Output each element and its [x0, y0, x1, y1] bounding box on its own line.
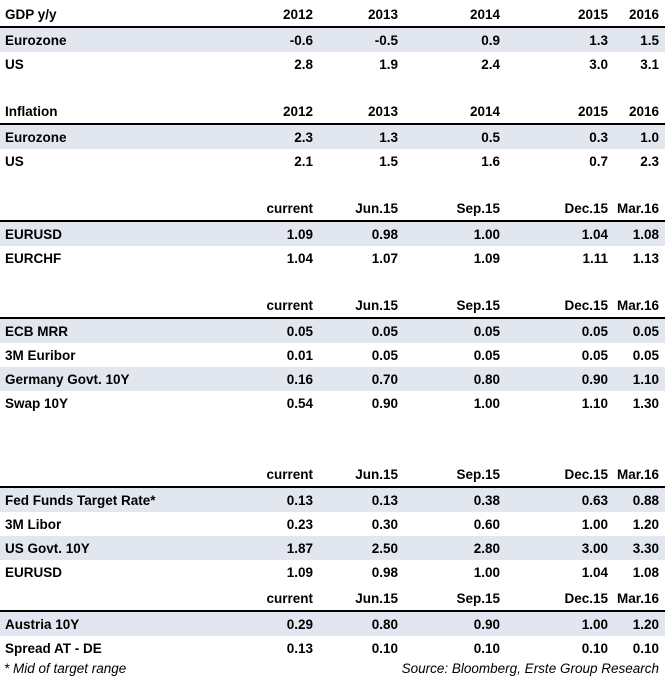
- table-cell: 1.3: [500, 27, 608, 52]
- table-cell: 1.00: [500, 611, 608, 636]
- table-cell: 0.05: [608, 318, 665, 343]
- table-cell: 0.05: [581, 347, 608, 363]
- column-header: Dec.15: [500, 586, 608, 611]
- table-cell: 0.05: [232, 318, 313, 343]
- table-cell: -0.6: [232, 27, 313, 52]
- table-cell: 0.3: [500, 124, 608, 149]
- table-header-row: [0, 293, 665, 318]
- table-cell: 1.20: [632, 516, 659, 532]
- column-header: 2012: [232, 2, 313, 27]
- table-cell: 0.05: [473, 347, 500, 363]
- table-header-row: [0, 586, 665, 611]
- table-cell: 1.5: [379, 153, 398, 169]
- table-row: [0, 149, 665, 173]
- column-header: 2016: [608, 99, 665, 124]
- table-cell: 1.87: [232, 536, 313, 560]
- table-cell: 1.30: [632, 395, 659, 411]
- table-cell: 3.00: [500, 536, 608, 560]
- column-header: 2016: [608, 2, 665, 27]
- table-cell: 0.88: [608, 487, 665, 512]
- table-cell: 0.30: [371, 516, 398, 532]
- table-row: [0, 391, 665, 415]
- row-label: Fed Funds Target Rate*: [0, 487, 232, 512]
- table-title: Inflation: [0, 99, 232, 124]
- table-cell: 0.90: [398, 611, 500, 636]
- table-cell: 0.90: [371, 395, 398, 411]
- table-row: [0, 636, 665, 660]
- table-row: [0, 124, 665, 149]
- column-header: 2014: [398, 99, 500, 124]
- row-label: 3M Libor: [5, 516, 62, 532]
- table-cell: 1.13: [632, 250, 659, 266]
- column-header: Sep.15: [398, 462, 500, 487]
- table-cell: 0.13: [313, 487, 398, 512]
- row-label: US: [5, 56, 24, 72]
- table-row: [0, 487, 665, 512]
- table-cell: 0.98: [313, 221, 398, 246]
- table-row: [0, 560, 665, 584]
- table-cell: 1.00: [473, 395, 500, 411]
- table-cell: 0.16: [232, 367, 313, 391]
- column-header: Mar.16: [608, 196, 665, 221]
- table-cell: 1.0: [608, 124, 665, 149]
- column-header: Dec.15: [500, 293, 608, 318]
- table-row: [0, 343, 665, 367]
- table-cell: 0.60: [473, 516, 500, 532]
- table-cell: 0.05: [371, 347, 398, 363]
- table-cell: 0.13: [286, 640, 313, 656]
- row-label: EURUSD: [0, 221, 232, 246]
- column-header: Mar.16: [608, 293, 665, 318]
- table-cell: 1.07: [371, 250, 398, 266]
- column-header: current: [232, 586, 313, 611]
- row-label: Germany Govt. 10Y: [0, 367, 232, 391]
- table-cell: 2.3: [640, 153, 659, 169]
- column-header: Sep.15: [398, 196, 500, 221]
- table-cell: 0.05: [500, 318, 608, 343]
- table-cell: 1.20: [608, 611, 665, 636]
- table-row: [0, 536, 665, 560]
- column-header: 2013: [313, 99, 398, 124]
- table-cell: 2.80: [398, 536, 500, 560]
- column-header: Sep.15: [398, 586, 500, 611]
- table-cell: 0.38: [398, 487, 500, 512]
- table-cell: 0.05: [632, 347, 659, 363]
- table-cell: 1.09: [286, 564, 313, 580]
- table-cell: 0.80: [313, 611, 398, 636]
- table-cell: 0.80: [398, 367, 500, 391]
- table-cell: 1.10: [581, 395, 608, 411]
- table-cell: 0.90: [500, 367, 608, 391]
- column-header: 2012: [232, 99, 313, 124]
- table-cell: 2.1: [294, 153, 313, 169]
- table-cell: 0.10: [581, 640, 608, 656]
- table-row: [0, 52, 665, 76]
- table-title: [0, 462, 232, 487]
- table-cell: 0.7: [589, 153, 608, 169]
- table-row: [0, 246, 665, 270]
- table-cell: 0.63: [500, 487, 608, 512]
- column-header: Jun.15: [313, 196, 398, 221]
- column-header: Jun.15: [313, 293, 398, 318]
- row-label: ECB MRR: [0, 318, 232, 343]
- column-header: 2015: [500, 99, 608, 124]
- column-header: current: [232, 196, 313, 221]
- row-label: 3M Euribor: [5, 347, 76, 363]
- table-cell: 0.23: [286, 516, 313, 532]
- table-row: [0, 512, 665, 536]
- column-header: 2015: [500, 2, 608, 27]
- column-header: Jun.15: [313, 462, 398, 487]
- table-title: GDP y/y: [0, 2, 232, 27]
- table-title: [0, 586, 232, 611]
- euro-rates-table: [0, 293, 665, 415]
- inflation-table: [0, 99, 665, 173]
- table-cell: 1.11: [582, 250, 608, 266]
- table-cell: 2.4: [481, 56, 500, 72]
- table-header-row: [0, 196, 665, 221]
- table-cell: 0.01: [286, 347, 313, 363]
- table-cell: 3.30: [608, 536, 665, 560]
- table-cell: 0.98: [371, 564, 398, 580]
- table-row: [0, 367, 665, 391]
- table-cell: 1.00: [581, 516, 608, 532]
- table-cell: 2.3: [232, 124, 313, 149]
- table-cell: 0.13: [232, 487, 313, 512]
- table-cell: 1.09: [473, 250, 500, 266]
- table-cell: 1.3: [313, 124, 398, 149]
- column-header: Mar.16: [608, 586, 665, 611]
- column-header: Dec.15: [500, 196, 608, 221]
- table-cell: 0.10: [632, 640, 659, 656]
- table-cell: 1.04: [500, 221, 608, 246]
- table-header-row: [0, 99, 665, 124]
- fx-table: [0, 196, 665, 270]
- column-header: Jun.15: [313, 586, 398, 611]
- column-header: Sep.15: [398, 293, 500, 318]
- gdp-table: [0, 2, 665, 76]
- table-cell: 0.10: [473, 640, 500, 656]
- table-title: [0, 293, 232, 318]
- column-header: Mar.16: [608, 462, 665, 487]
- row-label: US: [5, 153, 24, 169]
- row-label: EURUSD: [5, 564, 63, 580]
- table-row: [0, 318, 665, 343]
- table-cell: 1.9: [379, 56, 398, 72]
- table-cell: 2.50: [313, 536, 398, 560]
- table-cell: 3.1: [640, 56, 659, 72]
- table-cell: 1.04: [286, 250, 313, 266]
- row-label: Austria 10Y: [0, 611, 232, 636]
- table-cell: 1.10: [608, 367, 665, 391]
- column-header: current: [232, 293, 313, 318]
- table-cell: 0.54: [286, 395, 313, 411]
- table-header-row: [0, 462, 665, 487]
- table-cell: 1.6: [481, 153, 500, 169]
- table-cell: 1.09: [232, 221, 313, 246]
- table-cell: 0.29: [232, 611, 313, 636]
- table-cell: 2.8: [294, 56, 313, 72]
- table-cell: 1.00: [473, 564, 500, 580]
- column-header: current: [232, 462, 313, 487]
- table-row: [0, 27, 665, 52]
- table-row: [0, 221, 665, 246]
- source-note: Source: Bloomberg, Erste Group Research: [401, 661, 659, 676]
- table-cell: 1.00: [398, 221, 500, 246]
- row-label: Eurozone: [0, 27, 232, 52]
- row-label: Eurozone: [0, 124, 232, 149]
- footnote: * Mid of target range: [4, 661, 127, 676]
- table-cell: 1.08: [608, 221, 665, 246]
- table-header-row: [0, 2, 665, 27]
- column-header: 2013: [313, 2, 398, 27]
- table-cell: 0.10: [371, 640, 398, 656]
- austria-rates-table: [0, 586, 665, 660]
- table-cell: 1.04: [581, 564, 608, 580]
- row-label: EURCHF: [5, 250, 62, 266]
- table-cell: 1.5: [608, 27, 665, 52]
- table-cell: 0.05: [313, 318, 398, 343]
- column-header: Dec.15: [500, 462, 608, 487]
- us-rates-table: [0, 462, 665, 584]
- row-label: US Govt. 10Y: [0, 536, 232, 560]
- table-row: [0, 611, 665, 636]
- table-cell: -0.5: [313, 27, 398, 52]
- table-cell: 1.08: [632, 564, 659, 580]
- table-cell: 0.5: [398, 124, 500, 149]
- row-label: Swap 10Y: [5, 395, 69, 411]
- column-header: 2014: [398, 2, 500, 27]
- table-cell: 0.05: [398, 318, 500, 343]
- table-cell: 0.9: [398, 27, 500, 52]
- table-title: [0, 196, 232, 221]
- table-cell: 0.70: [313, 367, 398, 391]
- row-label: Spread AT - DE: [5, 640, 102, 656]
- table-cell: 3.0: [589, 56, 608, 72]
